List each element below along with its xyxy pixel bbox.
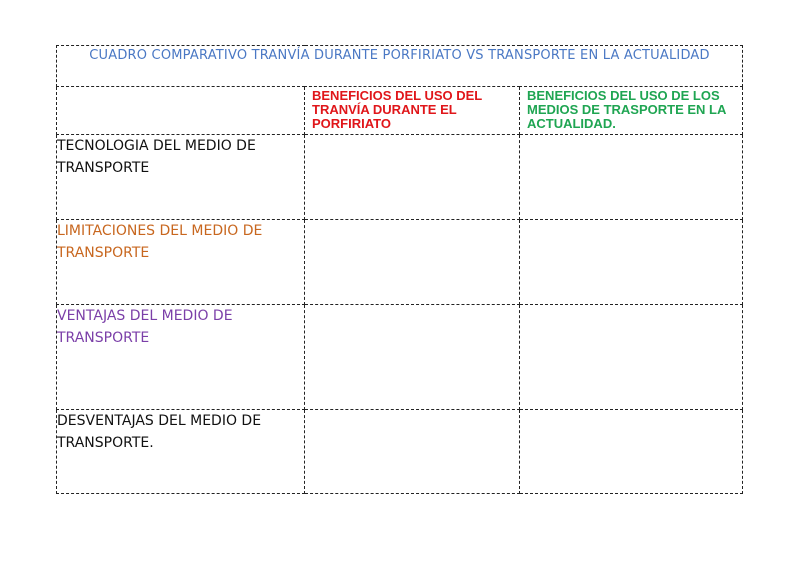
header-label-actualidad: BENEFICIOS DEL USO DE LOS MEDIOS DE TRASPORTE EN LA ACTUALIDAD. xyxy=(527,88,726,131)
header-cell-actualidad xyxy=(520,87,743,135)
table-title: CUADRO COMPARATIVO TRANVÍA DURANTE PORFIRIATO VS TRANSPORTE EN LA ACTUALIDAD xyxy=(57,46,743,87)
row-label-tecnologia: TECNOLOGIA DEL MEDIO DE TRANSPORTE xyxy=(57,138,256,176)
answer-cell[interactable] xyxy=(520,135,743,220)
row-label-ventajas: VENTAJAS DEL MEDIO DE TRANSPORTE xyxy=(57,308,233,346)
table-row xyxy=(57,220,743,305)
table-row xyxy=(57,410,743,494)
answer-cell[interactable] xyxy=(305,305,520,410)
row-label-desventajas: DESVENTAJAS DEL MEDIO DE TRANSPORTE. xyxy=(57,413,262,451)
header-cell-porfiriato xyxy=(305,87,520,135)
answer-cell[interactable] xyxy=(520,305,743,410)
answer-cell[interactable] xyxy=(520,220,743,305)
row-label-cell xyxy=(57,410,305,494)
table-row xyxy=(57,305,743,410)
comparison-sheet xyxy=(56,45,742,494)
header-label xyxy=(57,87,304,89)
table-row xyxy=(57,135,743,220)
row-label-cell xyxy=(57,305,305,410)
header-cell-empty xyxy=(57,87,305,135)
row-label-cell xyxy=(57,135,305,220)
comparison-table xyxy=(56,45,743,494)
header-label-porfiriato: BENEFICIOS DEL USO DEL TRANVÍA DURANTE EL PORFIRIATO xyxy=(312,88,482,131)
answer-cell[interactable] xyxy=(305,135,520,220)
row-label-cell xyxy=(57,220,305,305)
header-row xyxy=(57,87,743,135)
row-label-limitaciones: LIMITACIONES DEL MEDIO DE TRANSPORTE xyxy=(57,223,263,261)
title-row xyxy=(57,46,743,87)
answer-cell[interactable] xyxy=(520,410,743,494)
answer-cell[interactable] xyxy=(305,220,520,305)
answer-cell[interactable] xyxy=(305,410,520,494)
